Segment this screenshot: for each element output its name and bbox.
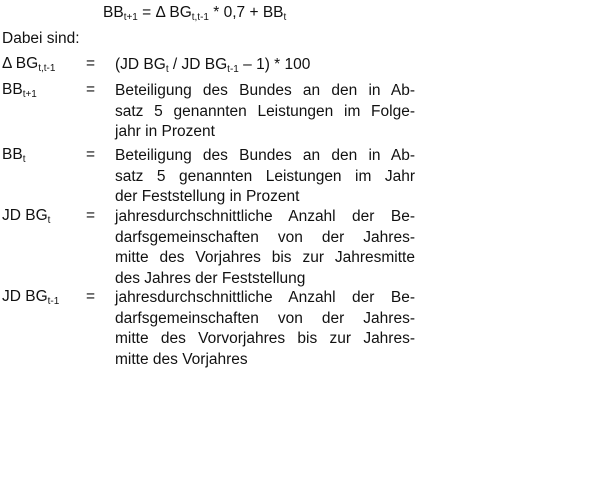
definition-text	[115, 207, 415, 289]
definition-equals: =	[86, 207, 96, 224]
definition-line: jahresdurchschnittliche Anzahl der Be-	[115, 208, 415, 225]
definition-line: des Jahres der Feststellung	[115, 269, 306, 287]
definition-line: Beteiligung des Bundes an den in Ab-	[115, 82, 415, 99]
definition-equals: =	[86, 55, 96, 72]
formula	[103, 4, 286, 22]
text-sub: t	[165, 64, 169, 75]
formula-delta: Δ BG	[155, 4, 192, 21]
term-text: JD BG	[2, 288, 48, 305]
definition-line	[115, 55, 415, 76]
term-text: JD BG	[2, 207, 48, 224]
term-sub: t-1	[47, 296, 60, 307]
definition-line: mitte des Vorvorjahres bis zur Jahres-	[115, 330, 415, 347]
definition-equals: =	[86, 288, 96, 305]
intro-text: Dabei sind:	[2, 30, 80, 47]
formula-bb-sub: t+1	[123, 12, 138, 23]
definition-line: darfsgemeinschaften von der Jahres-	[115, 309, 415, 327]
formula-rest-sub: t	[283, 12, 287, 23]
formula-bb: BB	[103, 4, 124, 21]
text-sub: t-1	[227, 64, 239, 75]
formula-rest: * 0,7 + BB	[208, 4, 284, 21]
definition-term	[2, 55, 55, 73]
term-text: BB	[2, 81, 23, 98]
definition-line: mitte des Vorjahres bis zur Jahresmitte	[115, 249, 415, 266]
text-part: / JD BG	[168, 56, 228, 73]
definition-term	[2, 288, 59, 306]
definition-line: Beteiligung des Bundes an den in Ab-	[115, 147, 415, 164]
formula-eq: =	[137, 4, 156, 21]
definition-text	[115, 55, 415, 76]
definition-term	[2, 207, 50, 225]
text-part: – 1) * 100	[238, 56, 311, 73]
term-sub: t,t-1	[38, 63, 56, 74]
definition-term	[2, 81, 37, 99]
definition-equals: =	[86, 81, 96, 98]
term-text: BB	[2, 146, 23, 163]
term-sub: t+1	[22, 89, 37, 100]
definition-line: jahresdurchschnittliche Anzahl der Be-	[115, 289, 415, 306]
term-sub: t	[47, 215, 51, 226]
definition-line: der Feststellung in Prozent	[115, 188, 300, 205]
formula-delta-sub: t,t-1	[191, 12, 209, 23]
term-text: Δ BG	[2, 55, 39, 72]
definition-line: satz 5 genannten Leistungen im Jahr	[115, 167, 415, 185]
text-part: (JD BG	[115, 56, 166, 73]
definition-line: satz 5 genannten Leistungen im Folge-	[115, 102, 415, 120]
definition-text	[115, 81, 415, 143]
definition-line: jahr in Prozent	[115, 123, 215, 140]
definition-line: mitte des Vorjahres	[115, 350, 248, 368]
definition-text	[115, 288, 415, 370]
definition-text	[115, 146, 415, 208]
definition-term	[2, 146, 25, 164]
definition-equals: =	[86, 146, 96, 163]
term-sub: t	[22, 154, 26, 165]
definition-line: darfsgemeinschaften von der Jahres-	[115, 228, 415, 246]
